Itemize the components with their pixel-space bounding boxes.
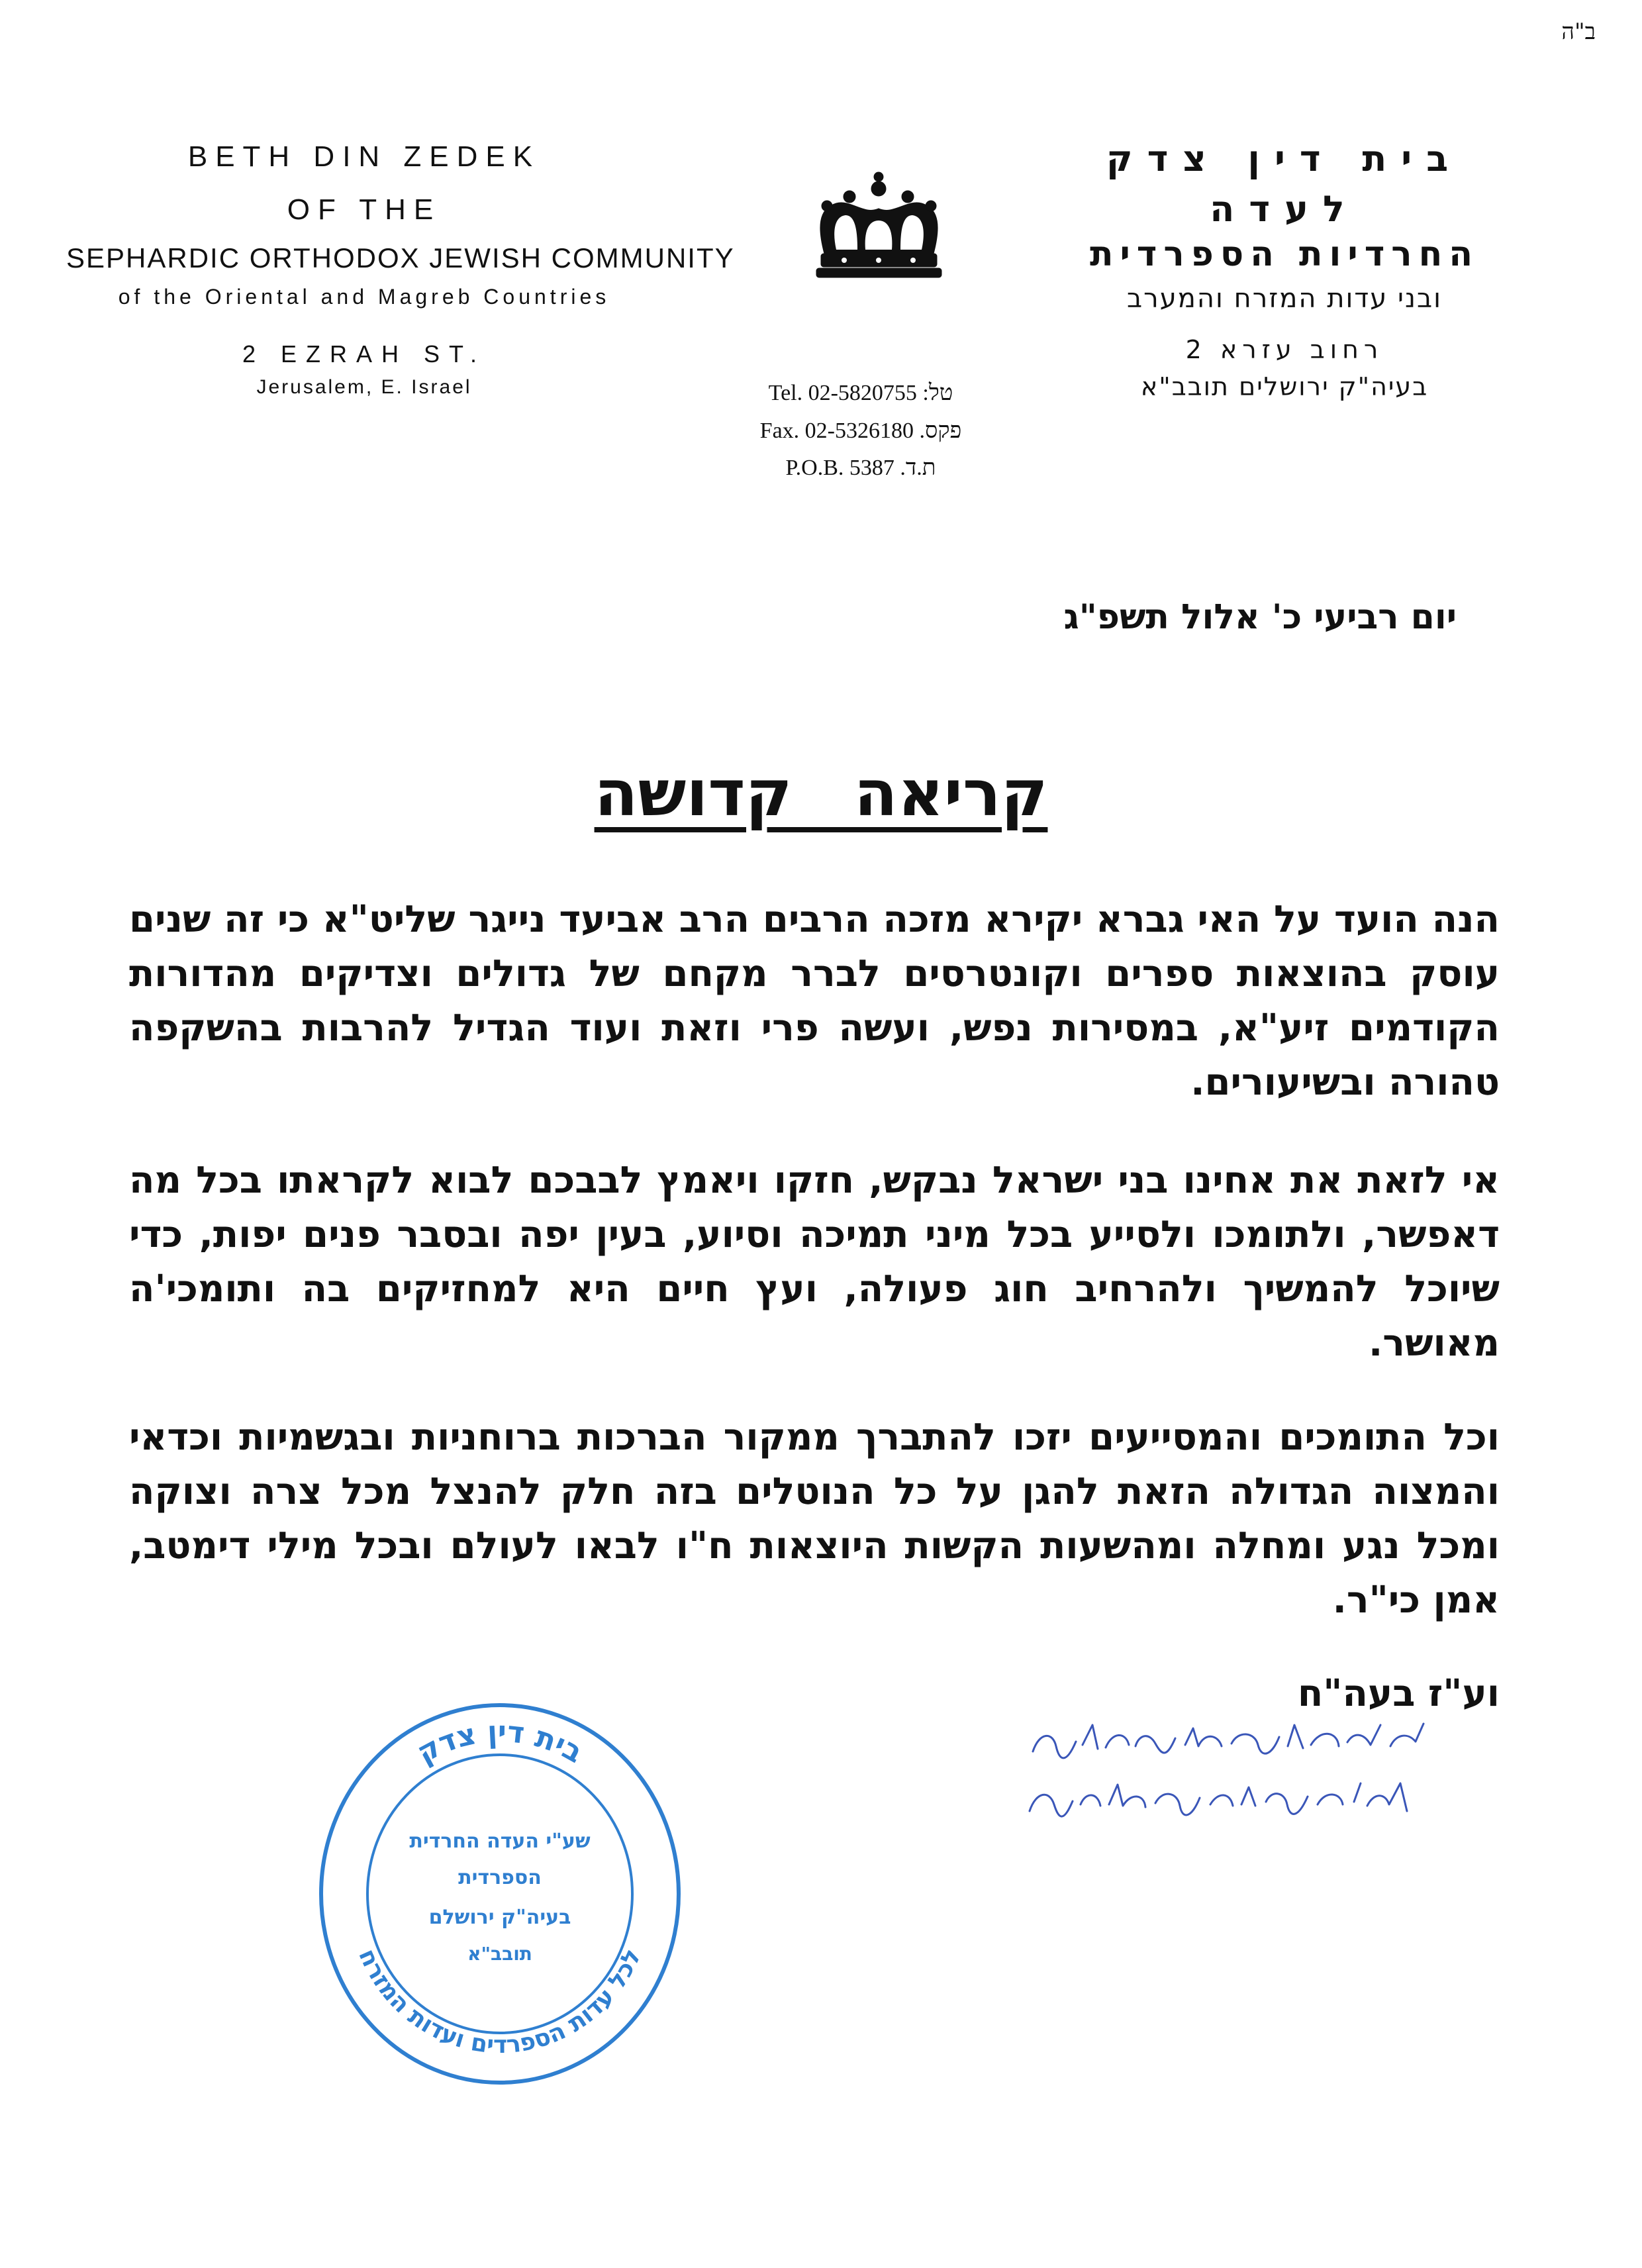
hebrew-line-1: בית דין צדק [1106, 138, 1463, 179]
corner-mark: ב"ה [1561, 19, 1596, 45]
hebrew-line-4: ובני עדות המזרח והמערב [1127, 283, 1442, 314]
english-line-4: of the Oriental and Magreb Countries [118, 285, 610, 309]
hebrew-address: רחוב עזרא 2 [1185, 335, 1384, 364]
english-line-1: BETH DIN ZEDEK [187, 140, 541, 173]
svg-text:בית דין צדק [411, 1715, 588, 1770]
handwritten-signatures [1020, 1705, 1437, 1838]
stamp-inner-2: הספרדית [458, 1866, 542, 1889]
letter-title [0, 756, 1642, 830]
paragraph-2: אי לזאת את אחינו בני ישראל נבקש, חזקו ויאמץ לבבכם לבוא לקראתו בכל מה דאפשר, ולתומכו ולסייע בכל מיני תמיכה וסיוע, בעין יפה ובסבר פנים יפות, כדי שיוכל להמשיך ולהרחיב חוג פעולה, ועץ חיים היא למחזיקים בה ותומכי'ה מאושר. [129, 1159, 1500, 1365]
stamp-outer-ring: לכל עדות הספרדים ועדות המזרח [353, 1945, 647, 2059]
paragraph-3: וכל התומכים והמסייעים יזכו להתברך ממקור הברכות ברוחניות ובגשמיות וכדאי והמצוה הגדולה הזאת להגן על כל הנוטלים בזה חלק להנצל מכל צרה וצוקה ומכל נגע ומחלה ומהשעות הקשות היוצאות ח"ו לבאו לעולם ובכל מילי דימטב, אמן כי"ר. [129, 1416, 1500, 1622]
stamp-outer-top: בית דין צדק [411, 1714, 589, 1770]
hebrew-line-3: החרדיות הספרדית [1089, 234, 1480, 274]
stamp-inner-4: תובב"א [467, 1943, 532, 1965]
hebrew-line-2: לעדה [1210, 188, 1359, 230]
stamp-inner-3: בעיה"ק ירושלם [428, 1906, 571, 1929]
crown-icon [804, 169, 953, 281]
stamp-inner-1: שע"י העדה החרדית [409, 1830, 591, 1853]
hebrew-city: בעיה"ק ירושלים תובב"א [1140, 372, 1429, 401]
english-city: Jerusalem, E. Israel [256, 376, 472, 398]
english-address: 2 EZRAH ST. [242, 340, 487, 368]
letter-title-text: קריאה קדושה [594, 756, 1048, 830]
english-line-3: SEPHARDIC ORTHODOX JEWISH COMMUNITY [66, 242, 735, 273]
contact-pob: P.O.B. 5387 .ת.ד [785, 456, 936, 480]
letter-date: יום רביעי כ' אלול תשפ"ג [1063, 597, 1457, 637]
closing-line: וע"ז בעה"ח [1297, 1672, 1500, 1715]
contact-fax: Fax. 02-5326180 .פקס [759, 419, 962, 443]
english-line-2: OF THE [287, 193, 442, 226]
court-stamp [308, 1695, 692, 2093]
paragraph-1: הנה הועד על האי גברא יקירא מזכה הרבים הרב אביעד נייגר שליט"א כי זה שנים עוסק בהוצאות ספרים וקונטרסים לברר מקחם של גדולים וצדיקים מהדורות הקודמים זיע"א, במסירות נפש, ועשה פרי וזאת ועוד הגדיל להרבות בהשקפה טהורה ובשיעורים. [129, 898, 1500, 1104]
contact-tel: Tel. 02-5820755 :טל [768, 381, 953, 405]
